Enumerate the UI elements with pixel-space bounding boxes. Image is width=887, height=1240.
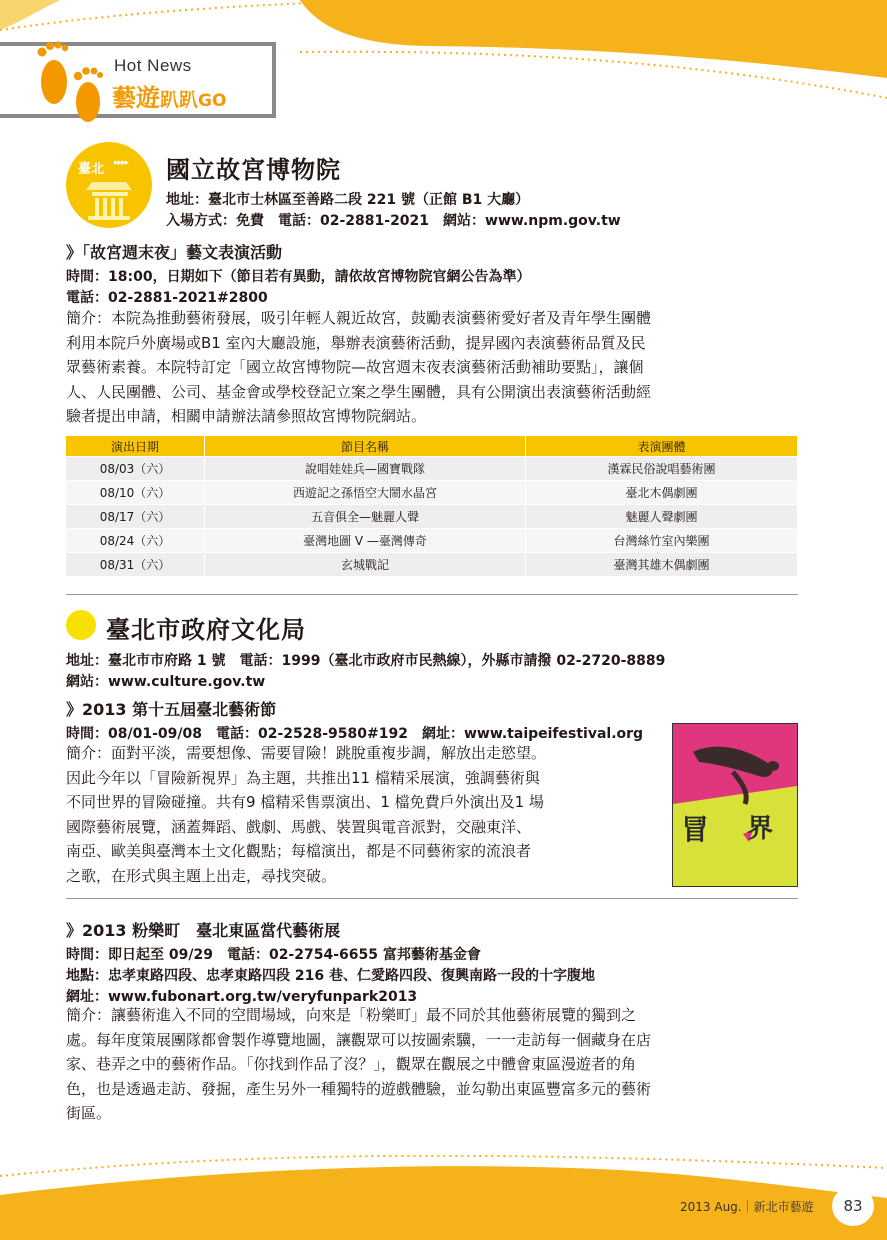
- region-tag: 臺北: [78, 162, 105, 177]
- event-title: 》2013 第十五屆臺北藝術節: [66, 700, 277, 719]
- event-intro: [66, 741, 666, 888]
- table-row: [66, 553, 798, 577]
- table-cell: 08/17（六）: [66, 505, 205, 529]
- column-title-main: 藝遊: [112, 84, 160, 112]
- column-title-go: GO: [198, 91, 227, 111]
- table-cell: 08/10（六）: [66, 481, 205, 505]
- festival-poster-image: [672, 723, 798, 887]
- intro-line: 眾藝術素養。本院特訂定「國立故宮博物院—故宮週末夜表演藝術活動補助要點」，讓個: [66, 358, 644, 376]
- table-cell: 五音俱全—魅麗人聲: [205, 505, 526, 529]
- venue-title: 國立故宮博物院: [166, 156, 341, 184]
- intro-line: 簡介：本院為推動藝術發展，吸引年輕人親近故宮，鼓勵表演藝術愛好者及青年學生團體: [66, 309, 652, 327]
- table-cell: 說唱娃娃兵—國寶戰隊: [205, 457, 526, 481]
- event-phone: 電話：02-2881-2021#2800: [66, 290, 268, 306]
- page-number: 83: [832, 1186, 874, 1226]
- table-cell: 西遊記之孫悟空大鬧水晶宮: [205, 481, 526, 505]
- intro-line: 不同世界的冒險碰撞。共有9 檔精采售票演出、1 檔免費戶外演出及1 場: [66, 793, 544, 811]
- intro-line: 街區。: [66, 1104, 112, 1122]
- table-row: [66, 457, 798, 481]
- venue-title: 臺北市政府文化局: [106, 616, 306, 644]
- event-intro: [66, 306, 801, 429]
- event-time: 時間：18:00，日期如下（節目若有異動，請依故宮博物院官網公告為準）: [66, 269, 531, 285]
- table-cell: 臺灣地圖 V —臺灣傳奇: [205, 529, 526, 553]
- issue-label: 2013 Aug.｜新北市藝遊: [680, 1200, 814, 1214]
- table-cell: 臺北木偶劇團: [526, 481, 798, 505]
- intro-line: 處。每年度策展團隊都會製作導覽地圖，讓觀眾可以按圖索驥，一一走訪每一個藏身在店: [66, 1030, 652, 1049]
- venue-admission: 入場方式：免費 電話：02-2881-2021 網站：www.npm.gov.tw: [166, 213, 621, 229]
- venue-address: 地址：臺北市士林區至善路二段 221 號（正館 B1 大廳）: [166, 192, 530, 208]
- event-time: 時間：即日起至 09/29 電話：02-2754-6655 富邦藝術基金會: [66, 947, 481, 963]
- footer-wave-decoration: [0, 1140, 887, 1240]
- intro-line: 因此今年以「冒險新視界」為主題，共推出11 檔精采展演，強調藝術與: [66, 768, 540, 787]
- table-cell: 08/24（六）: [66, 529, 205, 553]
- table-row: [66, 505, 798, 529]
- event-intro: [66, 1003, 801, 1126]
- museum-building-icon: [66, 142, 152, 228]
- section-divider: [66, 898, 798, 899]
- section-divider: [66, 594, 798, 595]
- region-badge: [66, 142, 152, 228]
- event-title: 》2013 粉樂町 臺北東區當代藝術展: [66, 921, 341, 940]
- arrow-right-icon: ▸▸▸▸: [114, 158, 129, 168]
- intro-line: 色，也是透過走訪、發掘，產生另外一種獨特的遊戲體驗，並勾勒出東區豐富多元的藝術: [66, 1079, 652, 1098]
- column-title: [112, 78, 226, 113]
- column-header: 演出日期: [66, 436, 205, 457]
- intro-line: 簡介：面對平淡，需要想像、需要冒險！跳脫重複步調，解放出走慾望。: [66, 744, 547, 762]
- table-cell: 魅麗人聲劇團: [526, 505, 798, 529]
- schedule-table: [66, 436, 798, 576]
- intro-line: 利用本院戶外廣場或B1 室內大廳設施，舉辦表演藝術活動，提昇國內表演藝術品質及民: [66, 333, 646, 352]
- event-venue: 地點：忠孝東路四段、忠孝東路四段 216 巷、仁愛路四段、復興南路一段的十字腹地: [66, 968, 595, 984]
- table-cell: 漢霖民俗說唱藝術團: [526, 457, 798, 481]
- table-cell: 臺灣其雄木偶劇團: [526, 553, 798, 577]
- poster-text: 界: [747, 814, 774, 844]
- event-info: 時間：08/01-09/08 電話：02-2528-9580#192 網址：www.taipeifestival.org: [66, 726, 644, 742]
- intro-line: 家、巷弄之中的藝術作品。「你找到作品了沒？」，觀眾在觀展之中體會東區漫遊者的角: [66, 1055, 637, 1073]
- column-header: 節目名稱: [205, 436, 526, 457]
- table-cell: 台灣絲竹室內樂團: [526, 529, 798, 553]
- table-row: [66, 529, 798, 553]
- intro-line: 南亞、歐美與臺灣本土文化觀點；每檔演出，都是不同藝術家的流浪者: [66, 842, 532, 860]
- intro-line: 驗者提出申請，相關申請辦法請參照故宮博物院網站。: [66, 407, 427, 425]
- intro-line: 人、人民團體、公司、基金會或學校登記立案之學生團體，具有公開演出表演藝術活動經: [66, 382, 652, 401]
- table-cell: 08/31（六）: [66, 553, 205, 577]
- hot-news-label: Hot News: [114, 56, 192, 75]
- event-title: 》「故宮週末夜」藝文表演活動: [66, 243, 283, 262]
- intro-line: 國際藝術展覽，涵蓋舞蹈、戲劇、馬戲、裝置與電音派對，交融東洋、: [66, 817, 532, 836]
- intro-line: 簡介：讓藝術進入不同的空間場域，向來是「粉樂町」最不同於其他藝術展覽的獨到之: [66, 1006, 637, 1024]
- poster-text: 冒: [681, 813, 710, 846]
- table-cell: 玄城戰記: [205, 553, 526, 577]
- footprints-icon: [30, 32, 114, 128]
- venue-address: 地址：臺北市市府路 1 號 電話：1999（臺北市政府市民熱線），外縣市請撥 02-2720-8889: [66, 653, 666, 669]
- venue-website: 網站：www.culture.gov.tw: [66, 674, 266, 690]
- event-website: 網址：www.fubonart.org.tw/veryfunpark2013: [66, 989, 418, 1005]
- intro-line: 之歌，在形式與主題上出走，尋找突破。: [66, 866, 337, 885]
- table-header-row: [66, 436, 798, 457]
- table-row: [66, 481, 798, 505]
- section-bullet-icon: [66, 610, 96, 640]
- table-cell: 08/03（六）: [66, 457, 205, 481]
- column-header: 表演團體: [526, 436, 798, 457]
- column-title-small: 趴趴: [160, 89, 199, 111]
